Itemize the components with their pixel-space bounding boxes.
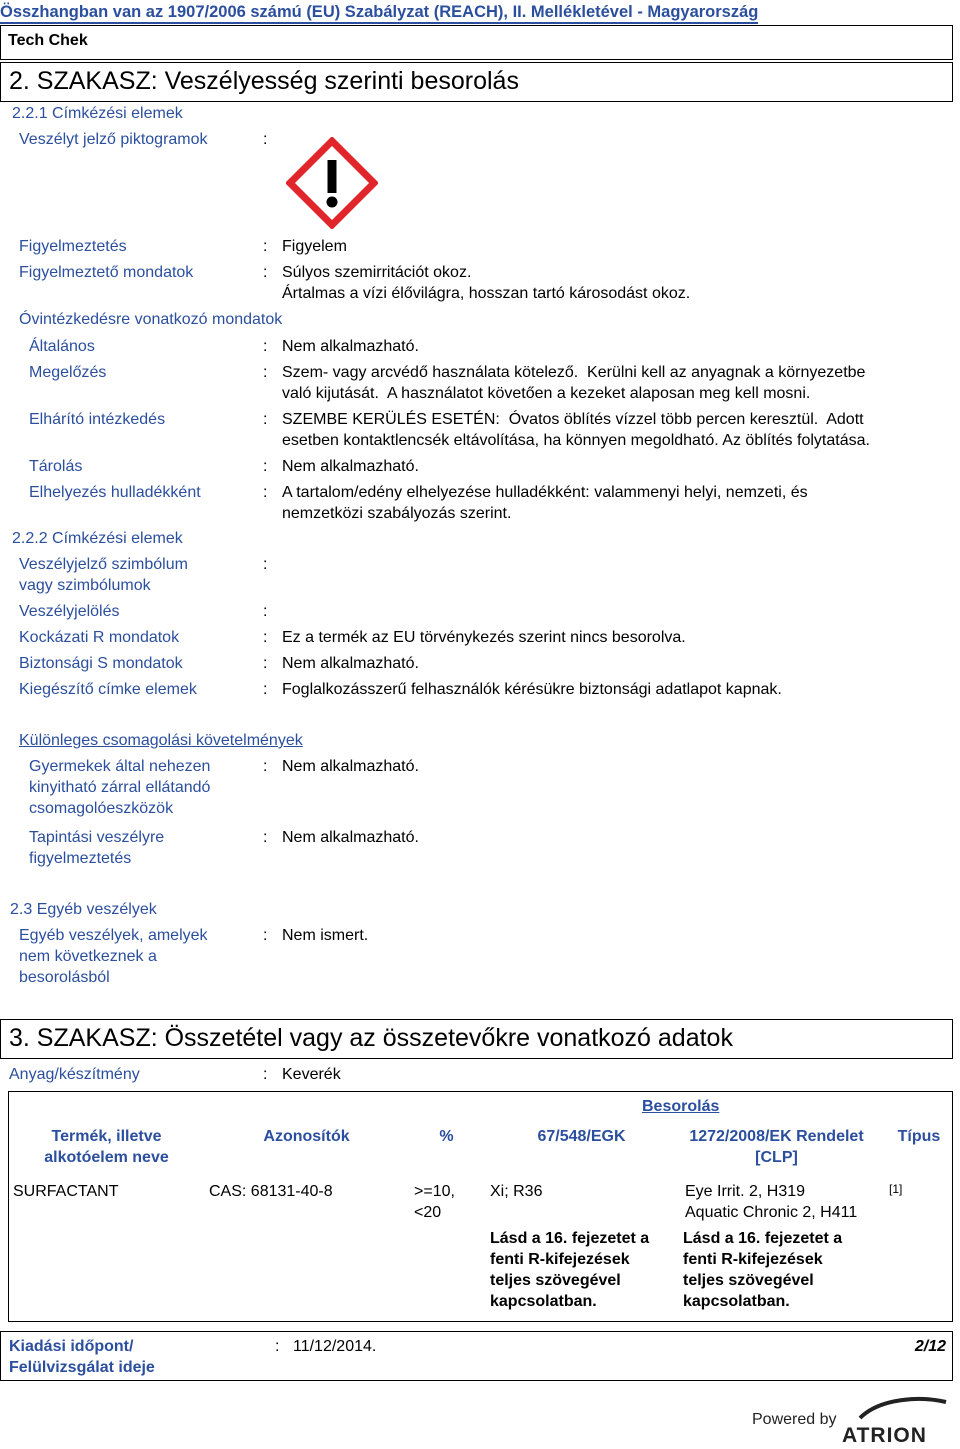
colon: :	[263, 629, 268, 646]
colon: :	[263, 338, 268, 355]
company-name: Tech Chek	[8, 32, 88, 49]
note-clp-4: kapcsolatban.	[683, 1293, 790, 1310]
s-phrases-value: Nem alkalmazható.	[282, 655, 419, 672]
indication-label: Veszélyjelölés	[19, 603, 120, 620]
general-label: Általános	[29, 338, 95, 355]
col-header-clp-1: 1272/2008/EK Rendelet	[689, 1128, 864, 1145]
col-header-name-2: alkotóelem neve	[44, 1149, 169, 1166]
note-clp-1: Lásd a 16. fejezetet a	[683, 1230, 843, 1247]
issue-value: 11/12/2014.	[293, 1338, 377, 1355]
colon: :	[263, 238, 268, 255]
issue-label-2: Felülvizsgálat ideje	[9, 1359, 155, 1376]
section3-title: 3. SZAKASZ: Összetétel vagy az összetevőkre vonatkozó adatok	[9, 1024, 733, 1052]
colon: :	[263, 655, 268, 672]
child-resistant-label-2: kinyitható zárral ellátandó	[29, 779, 211, 796]
colon: :	[275, 1338, 280, 1355]
prevention-label: Megelőzés	[29, 364, 107, 381]
row-percent-2: <20	[414, 1204, 442, 1221]
colon: :	[263, 927, 268, 944]
hazard-statement-1: Súlyos szemirritációt okoz.	[282, 264, 472, 281]
classification-header: Besorolás	[642, 1098, 720, 1115]
response-label: Elhárító intézkedés	[29, 411, 166, 428]
colon: :	[263, 458, 268, 475]
powered-by-text: Powered by	[752, 1411, 837, 1428]
footer-box	[0, 1331, 953, 1381]
colon: :	[263, 131, 268, 148]
company-box	[0, 25, 953, 60]
other-hazards-label-2: nem következnek a	[19, 948, 157, 965]
response-value-1: SZEMBE KERÜLÉS ESETÉN: Óvatos öblítés vízzel több percen keresztül. Adott	[282, 411, 864, 428]
col-header-clp-2: [CLP]	[755, 1149, 798, 1166]
subsection-23: 2.3 Egyéb veszélyek	[10, 901, 157, 918]
note-clp-2: fenti R-kifejezések	[683, 1251, 823, 1268]
colon: :	[263, 556, 268, 573]
colon: :	[263, 681, 268, 698]
document-header-title	[0, 0, 960, 26]
row-name: SURFACTANT	[13, 1183, 119, 1200]
r-phrases-value: Ez a termék az EU törvénykezés szerint nincs besorolva.	[282, 629, 686, 646]
supplemental-label: Kiegészítő címke elemek	[19, 681, 197, 698]
subsection-221: 2.2.1 Címkézési elemek	[12, 105, 183, 122]
col-header-ids: Azonosítók	[263, 1128, 350, 1145]
hazard-statements-label: Figyelmeztető mondatok	[19, 264, 194, 281]
row-clp-2: Aquatic Chronic 2, H411	[685, 1204, 858, 1221]
other-hazards-label-3: besorolásból	[19, 969, 110, 986]
packaging-title: Különleges csomagolási követelmények	[19, 732, 303, 749]
disposal-value-1: A tartalom/edény elhelyezése hulladékként: valammenyi helyi, nemzeti, és	[282, 484, 808, 501]
section2-title: 2. SZAKASZ: Veszélyesség szerinti besorolás	[9, 67, 519, 95]
precautionary-label: Óvintézkedésre vonatkozó mondatok	[19, 311, 283, 328]
brand-logo-text: ATRION	[842, 1424, 927, 1447]
colon: :	[263, 1066, 268, 1083]
signal-word-value: Figyelem	[282, 238, 347, 255]
section2-title-box	[0, 62, 953, 102]
prevention-value-2: való kijutását. A használatot követően a kezeket alaposan meg kell mosni.	[282, 385, 811, 402]
colon: :	[263, 484, 268, 501]
colon: :	[263, 758, 268, 775]
tactile-value: Nem alkalmazható.	[282, 829, 419, 846]
row-percent-1: >=10,	[414, 1183, 455, 1200]
row-type: [1]	[889, 1182, 903, 1196]
col-header-percent: %	[439, 1128, 454, 1145]
col-header-type: Típus	[897, 1128, 941, 1145]
disposal-value-2: nemzetközi szabályozás szerint.	[282, 505, 512, 522]
row-clp-1: Eye Irrit. 2, H319	[685, 1183, 806, 1200]
substance-label: Anyag/készítmény	[9, 1066, 140, 1083]
child-resistant-value: Nem alkalmazható.	[282, 758, 419, 775]
tactile-label-2: figyelmeztetés	[29, 850, 132, 867]
exclamation-mark-pictogram-icon	[286, 137, 378, 229]
tactile-label-1: Tapintási veszélyre	[29, 829, 165, 846]
row-dsd: Xi; R36	[490, 1183, 543, 1200]
colon: :	[263, 411, 268, 428]
colon: :	[263, 364, 268, 381]
s-phrases-label: Biztonsági S mondatok	[19, 655, 183, 672]
symbol-label-2: vagy szimbólumok	[19, 577, 151, 594]
substance-value: Keverék	[282, 1066, 341, 1083]
r-phrases-label: Kockázati R mondatok	[19, 629, 180, 646]
other-hazards-label-1: Egyéb veszélyek, amelyek	[19, 927, 208, 944]
note-dsd-3: teljes szövegével	[490, 1272, 621, 1289]
col-header-name-1: Termék, illetve	[51, 1128, 162, 1145]
colon: :	[263, 829, 268, 846]
response-value-2: esetben kontaktlencsék eltávolítása, ha könnyen megoldható. Az öblítés folytatása.	[282, 432, 870, 449]
supplemental-value: Foglalkozásszerű felhasználók kérésükre biztonsági adatlapot kapnak.	[282, 681, 782, 698]
note-dsd-1: Lásd a 16. fejezetet a	[490, 1230, 650, 1247]
signal-word-label: Figyelmeztetés	[19, 238, 127, 255]
hazard-statement-2: Ártalmas a vízi élővilágra, hosszan tartó károsodást okoz.	[282, 285, 691, 302]
colon: :	[263, 603, 268, 620]
storage-value: Nem alkalmazható.	[282, 458, 419, 475]
disposal-label: Elhelyezés hulladékként	[29, 484, 201, 501]
general-value: Nem alkalmazható.	[282, 338, 419, 355]
note-dsd-4: kapcsolatban.	[490, 1293, 597, 1310]
note-clp-3: teljes szövegével	[683, 1272, 814, 1289]
symbol-label-1: Veszélyjelző szimbólum	[19, 556, 188, 573]
subsection-222: 2.2.2 Címkézési elemek	[12, 530, 183, 547]
storage-label: Tárolás	[29, 458, 83, 475]
issue-label-1: Kiadási időpont/	[9, 1338, 134, 1355]
child-resistant-label-1: Gyermekek által nehezen	[29, 758, 211, 775]
child-resistant-label-3: csomagolóeszközök	[29, 800, 174, 817]
page-number: 2/12	[914, 1338, 946, 1355]
prevention-value-1: Szem- vagy arcvédő használata kötelező. Kerülni kell az anyagnak a környezetbe	[282, 364, 866, 381]
header-title-text: Összhangban van az 1907/2006 számú (EU) Szabályzat (REACH), II. Mellékletével - Magyarország	[0, 2, 758, 24]
atrion-logo-icon	[850, 1396, 950, 1420]
col-header-dsd: 67/548/EGK	[537, 1128, 626, 1145]
pictogram-label: Veszélyt jelző piktogramok	[19, 131, 208, 148]
section3-title-box	[0, 1019, 953, 1059]
composition-table	[8, 1091, 953, 1322]
other-hazards-value: Nem ismert.	[282, 927, 369, 944]
colon: :	[263, 264, 268, 281]
note-dsd-2: fenti R-kifejezések	[490, 1251, 630, 1268]
row-ids: CAS: 68131-40-8	[209, 1183, 333, 1200]
